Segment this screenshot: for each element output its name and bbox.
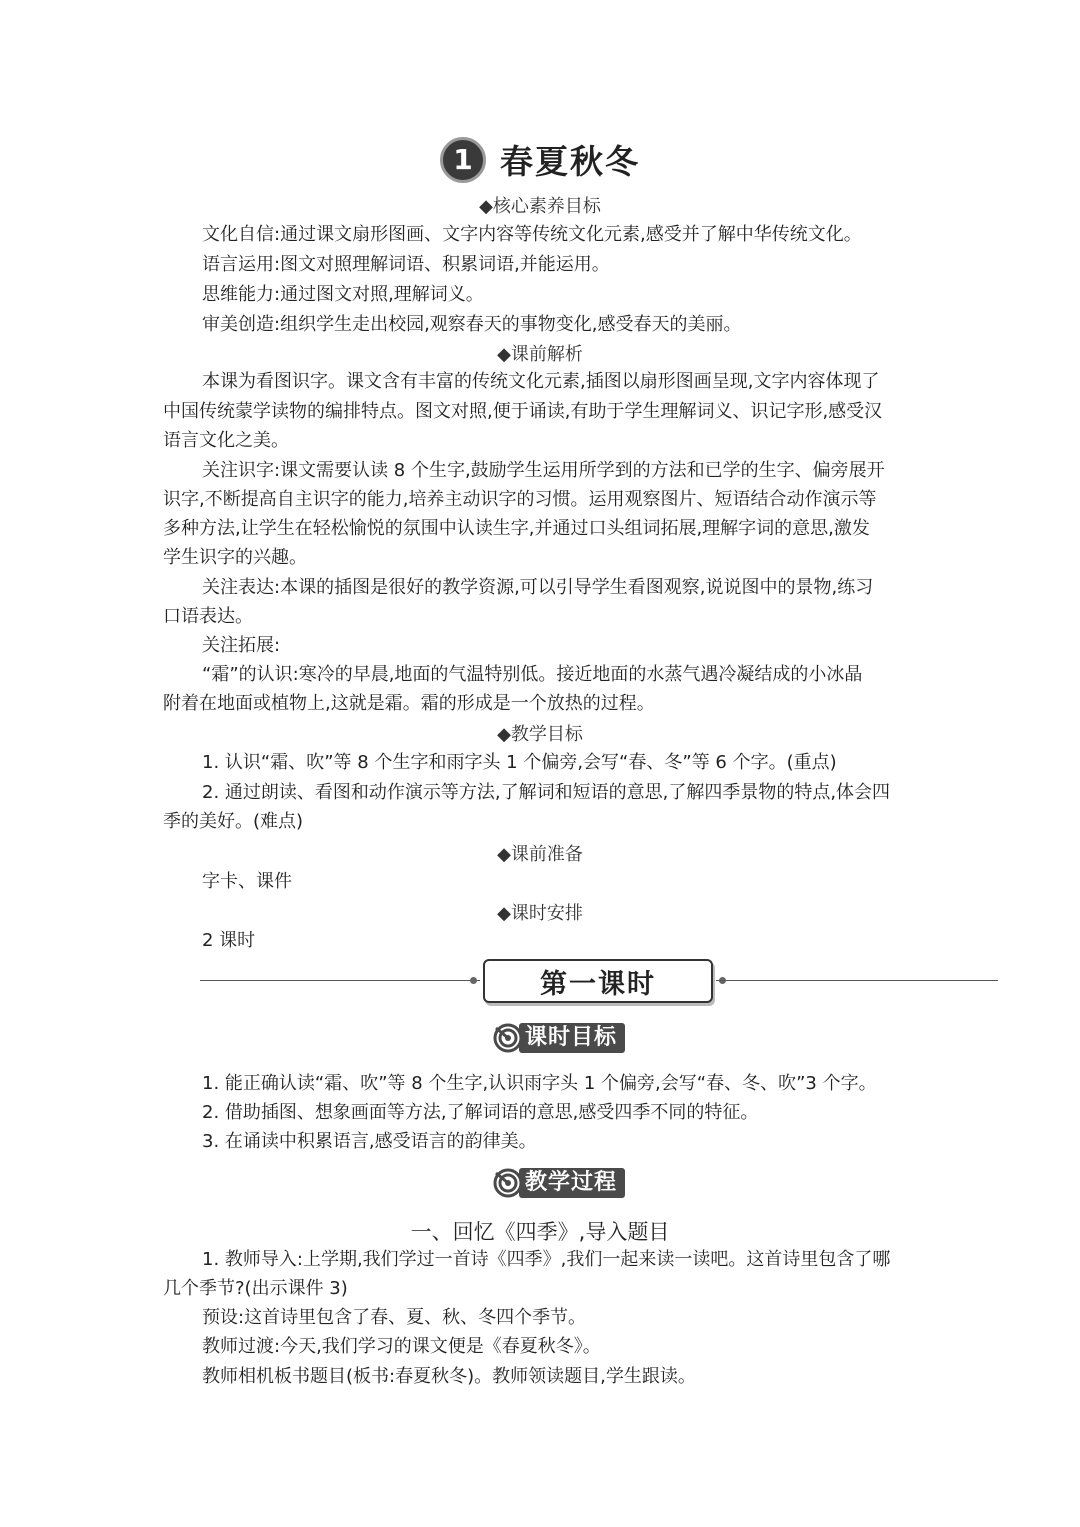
step1-line: 1. 教师导入:上学期,我们学过一首诗《四季》,我们一起来读一读吧。这首诗里包含了哪: [202, 1249, 891, 1270]
core-goals-heading: ◆核心素养目标: [479, 196, 601, 217]
lesson-goal-line: 3. 在诵读中积累语言,感受语言的韵律美。: [202, 1131, 537, 1152]
lesson-goals-label: 课时目标: [519, 1023, 625, 1053]
core-goal-item: 语言运用:图文对照理解词语、积累词语,并能运用。: [202, 254, 610, 275]
divider-dot: [470, 977, 477, 984]
analysis-line: “霜”的认识:寒冷的早晨,地面的气温特别低。接近地面的水蒸气遇冷凝结成的小冰晶: [202, 664, 863, 685]
lesson-goals-badge: [493, 1022, 625, 1054]
analysis-line: 关注识字:课文需要认读 8 个生字,鼓励学生运用所学到的方法和已学的生字、偏旁展开: [202, 460, 885, 481]
teaching-goal-line: 1. 认识“霜、吹”等 8 个生字和雨字头 1 个偏旁,会写“春、冬”等 6 个字。(重点): [202, 752, 837, 773]
preparation-text: 字卡、课件: [202, 871, 292, 892]
analysis-line: 关注拓展:: [202, 635, 281, 656]
schedule-heading: ◆课时安排: [497, 903, 583, 924]
step1-line: 几个季节?(出示课件 3): [163, 1278, 348, 1299]
analysis-line: 学生识字的兴趣。: [163, 547, 307, 568]
first-lesson-banner: 第一课时: [483, 959, 713, 1003]
target-icon: [493, 1023, 523, 1053]
teaching-goals-heading: ◆教学目标: [497, 724, 583, 745]
step1-line: 预设:这首诗里包含了春、夏、秋、冬四个季节。: [202, 1307, 587, 1328]
target-icon: [493, 1168, 523, 1198]
analysis-line: 语言文化之美。: [163, 430, 289, 451]
divider-left: [200, 980, 480, 981]
step1-title: 一、回忆《四季》,导入题目: [410, 1220, 670, 1244]
analysis-line: 附着在地面或植物上,这就是霜。霜的形成是一个放热的过程。: [163, 693, 655, 714]
schedule-text: 2 课时: [202, 930, 256, 951]
lesson-title-row: [0, 136, 1080, 186]
step1-line: 教师相机板书题目(板书:春夏秋冬)。教师领读题目,学生跟读。: [202, 1366, 696, 1387]
lesson-number-badge: 1: [440, 137, 486, 183]
analysis-line: 本课为看图识字。课文含有丰富的传统文化元素,插图以扇形图画呈现,文字内容体现了: [202, 371, 880, 392]
step1-line: 教师过渡:今天,我们学习的课文便是《春夏秋冬》。: [202, 1336, 601, 1357]
lesson-goal-line: 2. 借助插图、想象画面等方法,了解词语的意思,感受四季不同的特征。: [202, 1102, 759, 1123]
lesson-title: 春夏秋冬: [500, 142, 640, 181]
divider-right: [716, 980, 998, 981]
analysis-line: 中国传统蒙学读物的编排特点。图文对照,便于诵读,有助于学生理解词义、识记字形,感受汉: [163, 401, 883, 422]
lesson-goal-line: 1. 能正确认读“霜、吹”等 8 个生字,认识雨字头 1 个偏旁,会写“春、冬、吹”3 个字。: [202, 1073, 877, 1094]
core-goal-item: 思维能力:通过图文对照,理解词义。: [202, 284, 484, 305]
teaching-process-badge: [493, 1167, 625, 1199]
teaching-goal-line: 2. 通过朗读、看图和动作演示等方法,了解词和短语的意思,了解四季景物的特点,体会四: [202, 782, 891, 803]
analysis-line: 多种方法,让学生在轻松愉悦的氛围中认读生字,并通过口头组词拓展,理解字词的意思,激发: [163, 518, 870, 539]
analysis-line: 口语表达。: [163, 606, 253, 627]
analysis-heading: ◆课前解析: [497, 344, 583, 365]
core-goal-item: 文化自信:通过课文扇形图画、文字内容等传统文化元素,感受并了解中华传统文化。: [202, 224, 862, 245]
teaching-goal-line: 季的美好。(难点): [163, 811, 304, 832]
core-goal-item: 审美创造:组织学生走出校园,观察春天的事物变化,感受春天的美丽。: [202, 314, 742, 335]
analysis-line: 关注表达:本课的插图是很好的教学资源,可以引导学生看图观察,说说图中的景物,练习: [202, 577, 874, 598]
teaching-process-label: 教学过程: [519, 1168, 625, 1198]
preparation-heading: ◆课前准备: [497, 844, 583, 865]
analysis-line: 识字,不断提高自主识字的能力,培养主动识字的习惯。运用观察图片、短语结合动作演示等: [163, 489, 877, 510]
